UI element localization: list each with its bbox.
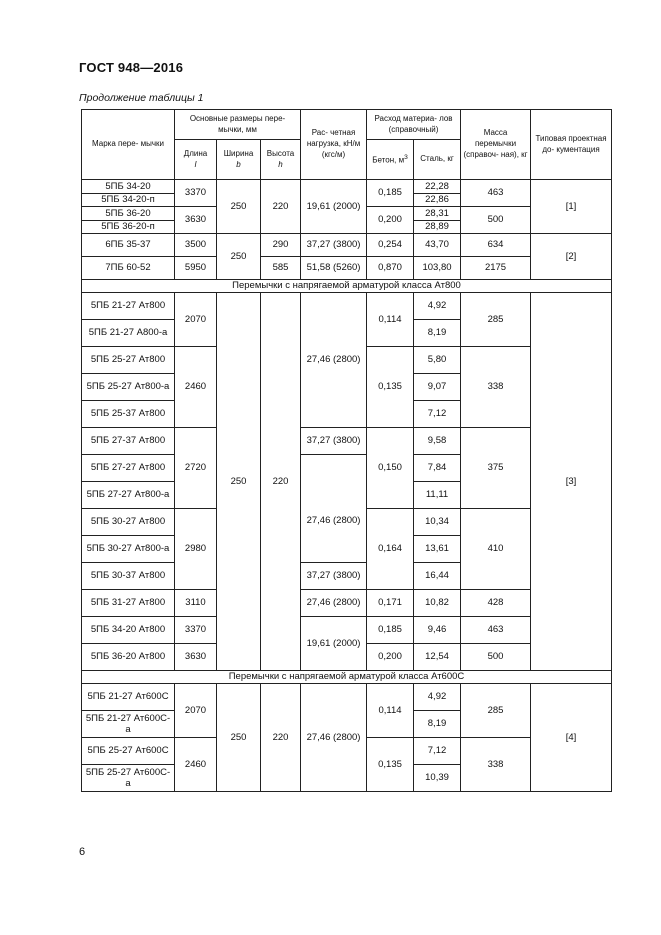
mark-cell: 5ПБ 30-37 Ат800 [82, 563, 175, 590]
mark-cell: 5ПБ 21-27 А800-а [82, 320, 175, 347]
mass-cell: 634 [461, 234, 531, 257]
length-cell: 2460 [175, 347, 217, 428]
load-cell: 27,46 (2800) [301, 684, 367, 792]
col-mass-header: Масса перемычки (справоч- ная), кг [461, 110, 531, 180]
mark-cell: 5ПБ 21-27 Ат600С [82, 684, 175, 711]
width-cell: 250 [217, 684, 261, 792]
mark-cell: 6ПБ 35-37 [82, 234, 175, 257]
mark-cell: 5ПБ 25-27 Ат800 [82, 347, 175, 374]
mass-cell: 285 [461, 684, 531, 738]
concrete-cell: 0,870 [367, 257, 414, 280]
mass-cell: 338 [461, 738, 531, 792]
col-width-header: Ширина b [217, 140, 261, 180]
concrete-cell: 0,135 [367, 347, 414, 428]
col-main-dims-header: Основные размеры пере- мычки, мм [175, 110, 301, 140]
mark-cell: 5ПБ 21-27 Ат600С-а [82, 711, 175, 738]
mass-cell: 2175 [461, 257, 531, 280]
mark-cell: 5ПБ 34-20 Ат800 [82, 617, 175, 644]
height-cell: 290 [261, 234, 301, 257]
steel-cell: 13,61 [414, 536, 461, 563]
length-cell: 3630 [175, 644, 217, 671]
mark-cell: 5ПБ 31-27 Ат800 [82, 590, 175, 617]
concrete-cell: 0,200 [367, 644, 414, 671]
mass-cell: 285 [461, 293, 531, 347]
mass-cell: 375 [461, 428, 531, 509]
steel-cell: 10,39 [414, 765, 461, 792]
load-cell: 27,46 (2800) [301, 455, 367, 563]
table-continuation-caption: Продолжение таблицы 1 [79, 92, 204, 104]
steel-cell: 16,44 [414, 563, 461, 590]
load-cell: 27,46 (2800) [301, 293, 367, 428]
col-length-header: Длина l [175, 140, 217, 180]
mass-cell: 463 [461, 180, 531, 207]
length-cell: 3500 [175, 234, 217, 257]
steel-cell: 9,58 [414, 428, 461, 455]
width-cell: 250 [217, 293, 261, 671]
mass-cell: 338 [461, 347, 531, 428]
load-cell: 37,27 (3800) [301, 563, 367, 590]
steel-cell: 7,12 [414, 401, 461, 428]
steel-cell: 22,86 [414, 193, 461, 207]
length-cell: 5950 [175, 257, 217, 280]
concrete-cell: 0,114 [367, 293, 414, 347]
steel-cell: 7,12 [414, 738, 461, 765]
concrete-cell: 0,164 [367, 509, 414, 590]
mass-cell: 500 [461, 644, 531, 671]
project-cell: [2] [531, 234, 612, 280]
length-cell: 2720 [175, 428, 217, 509]
mark-cell: 5ПБ 36-20-п [82, 220, 175, 234]
mark-cell: 7ПБ 60-52 [82, 257, 175, 280]
col-mark-header: Марка пере- мычки [82, 110, 175, 180]
steel-cell: 5,80 [414, 347, 461, 374]
standard-title: ГОСТ 948—2016 [79, 60, 184, 75]
concrete-cell: 0,254 [367, 234, 414, 257]
project-cell: [1] [531, 180, 612, 234]
mark-cell: 5ПБ 27-27 Ат800-а [82, 482, 175, 509]
mark-cell: 5ПБ 30-27 Ат800-а [82, 536, 175, 563]
col-concrete-header: Бетон, $м^3$ [367, 140, 414, 180]
steel-cell: 9,07 [414, 374, 461, 401]
concrete-cell: 0,171 [367, 590, 414, 617]
section-heading-at800: Перемычки с напрягаемой арматурой класса Ат800 [82, 280, 612, 293]
load-cell: 19,61 (2000) [301, 180, 367, 234]
mark-cell: 5ПБ 25-27 Ат600С [82, 738, 175, 765]
steel-cell: 12,54 [414, 644, 461, 671]
length-cell: 3110 [175, 590, 217, 617]
steel-cell: 8,19 [414, 320, 461, 347]
mass-cell: 410 [461, 509, 531, 590]
length-cell: 3370 [175, 180, 217, 207]
steel-cell: 7,84 [414, 455, 461, 482]
length-cell: 3370 [175, 617, 217, 644]
mass-cell: 500 [461, 207, 531, 234]
height-cell: 220 [261, 684, 301, 792]
width-cell: 250 [217, 180, 261, 234]
steel-cell: 9,46 [414, 617, 461, 644]
width-cell: 250 [217, 234, 261, 280]
load-cell: 37,27 (3800) [301, 234, 367, 257]
mass-cell: 428 [461, 590, 531, 617]
mark-cell: 5ПБ 36-20 Ат800 [82, 644, 175, 671]
height-cell: 585 [261, 257, 301, 280]
mark-cell: 5ПБ 25-27 Ат800-а [82, 374, 175, 401]
concrete-cell: 0,150 [367, 428, 414, 509]
steel-cell: 28,89 [414, 220, 461, 234]
steel-cell: 4,92 [414, 293, 461, 320]
load-cell: 37,27 (3800) [301, 428, 367, 455]
col-steel-header: Сталь, кг [414, 140, 461, 180]
load-cell: 51,58 (5260) [301, 257, 367, 280]
project-cell: [4] [531, 684, 612, 792]
concrete-cell: 0,114 [367, 684, 414, 738]
mark-cell: 5ПБ 25-37 Ат800 [82, 401, 175, 428]
col-height-header: Высота h [261, 140, 301, 180]
height-cell: 220 [261, 180, 301, 234]
steel-cell: 10,82 [414, 590, 461, 617]
length-cell: 2980 [175, 509, 217, 590]
concrete-cell: 0,185 [367, 617, 414, 644]
steel-cell: 28,31 [414, 207, 461, 221]
steel-cell: 103,80 [414, 257, 461, 280]
concrete-cell: 0,200 [367, 207, 414, 234]
concrete-cell: 0,135 [367, 738, 414, 792]
col-project-header: Типовая проектная до- кументация [531, 110, 612, 180]
mark-cell: 5ПБ 27-37 Ат800 [82, 428, 175, 455]
length-cell: 3630 [175, 207, 217, 234]
steel-cell: 11,11 [414, 482, 461, 509]
mass-cell: 463 [461, 617, 531, 644]
steel-cell: 4,92 [414, 684, 461, 711]
mark-cell: 5ПБ 34-20 [82, 180, 175, 194]
height-cell: 220 [261, 293, 301, 671]
load-cell: 27,46 (2800) [301, 590, 367, 617]
col-consumption-header: Расход материа- лов (справочный) [367, 110, 461, 140]
section-heading-at600c: Перемычки с напрягаемой арматурой класса Ат600С [82, 671, 612, 684]
length-cell: 2460 [175, 738, 217, 792]
mark-cell: 5ПБ 30-27 Ат800 [82, 509, 175, 536]
steel-cell: 22,28 [414, 180, 461, 194]
mark-cell: 5ПБ 34-20-п [82, 193, 175, 207]
steel-cell: 8,19 [414, 711, 461, 738]
concrete-cell: 0,185 [367, 180, 414, 207]
project-cell: [3] [531, 293, 612, 671]
steel-cell: 10,34 [414, 509, 461, 536]
length-cell: 2070 [175, 293, 217, 347]
length-cell: 2070 [175, 684, 217, 738]
load-cell: 19,61 (2000) [301, 617, 367, 671]
mark-cell: 5ПБ 27-27 Ат800 [82, 455, 175, 482]
mark-cell: 5ПБ 21-27 Ат800 [82, 293, 175, 320]
page-number: 6 [79, 846, 86, 858]
steel-cell: 43,70 [414, 234, 461, 257]
col-load-header: Рас- четная нагрузка, кН/м (кгс/м) [301, 110, 367, 180]
mark-cell: 5ПБ 25-27 Ат600С-а [82, 765, 175, 792]
mark-cell: 5ПБ 36-20 [82, 207, 175, 221]
lintel-table [81, 109, 612, 792]
